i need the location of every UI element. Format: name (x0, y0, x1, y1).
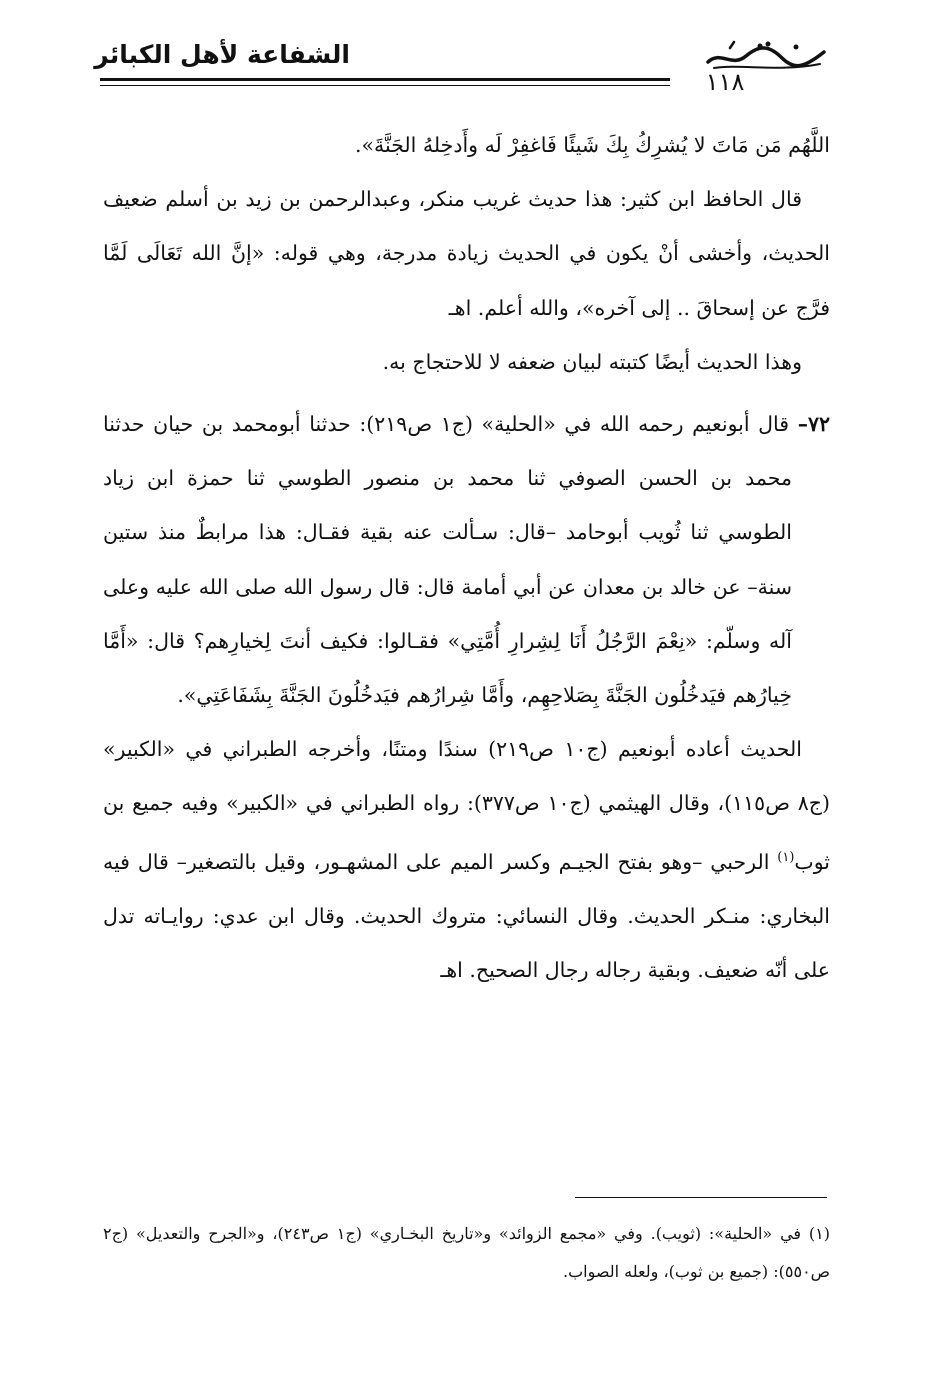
footnotes (103, 1215, 830, 1291)
paragraph: وهذا الحديث أيضًا كتبته لبيان ضعفه لا للاحتجاج به. (382, 349, 802, 374)
header-rule-thick (100, 78, 670, 81)
hadith-number: ٧٢– (797, 412, 830, 437)
paragraph: اللَّهُم مَن مَاتَ لا يُشرِكُ بِكَ شَيئًا فَاغفِرْ لَه وأَدخِلهُ الجَنَّةَ». (354, 133, 830, 157)
main-text (103, 118, 830, 997)
page-number: ١١٨ (705, 68, 745, 96)
footnote-separator (575, 1197, 827, 1198)
header-rule-thin (100, 85, 670, 86)
footnote-reference: (١) (777, 849, 795, 865)
hadith-text: قال أبونعيم رحمه الله في «الحلية» (ج١ ص٢١٩): حدثنا أبومحمد بن حيان حدثنا محمد بن الحسن الصوفي ثنا محمد بن منصور الطوسي ثنا حمزة ابن زياد الطوسي ثنا ثُويب أبوحامد –قال: سـألت عنه بقية فقـال: هذا مرابطٌ منذ ستين سنة– عن خالد بن معدان عن أبي أمامة قال: قال رسول الله صلى الله عليه وعلى آله وسلّم: «نِعْمَ الرَّجُلُ أَنَا لِشِرارِ أُمَّتِي» فقـالوا: فكيف أنتَ لِخيارِهم؟ قال: «أَمَّا خِيارُهم فيَدخُلُون الجَنَّةَ بِصَلاحِهِم، وأَمَّا شِرارُهم فيَدخُلُونَ الجَنَّةَ بِشَفَاعَتِي». (103, 412, 792, 708)
commentary-paragraph (103, 722, 830, 997)
footnote: (١) في «الحلية»: (ثويب). وفي «مجمع الزوائد» و«تاريخ البخـاري» (ج١ ص٢٤٣)، و«الجرح والتعديل» (ج٢ ص٥٥٠): (جميع بن ثوب)، ولعله الصواب. (103, 1224, 830, 1281)
commentary-text: الحديث أعاده أبونعيم (ج١٠ ص٢١٩) سندًا ومتنًا، وأخرجه الطبراني في «الكبير» (ج٨ ص١١٥)، وقال الهيثمي (ج١٠ ص٣٧٧): رواه الطبراني في «الكبير» وفيه جميع بن ثوب (103, 737, 830, 874)
paragraph: قال الحافظ ابن كثير: هذا حديث غريب منكر، وعبدالرحمن بن زيد بن أسلم ضعيف الحديث، وأخشى أنْ يكون في الحديث زيادة مدرجة، وهي قوله: «إنَّ الله تَعَالَى لَمَّا فرَّج عن إسحاقَ .. إلى آخره»، والله أعلم. اهـ (103, 187, 830, 320)
commentary-text-continued: الرحبي –وهو بفتح الجيـم وكسر الميم على المشهـور، وقيل بالتصغير– قال فيه البخاري: منـكر الحديث. وقال النسائي: متروك الحديث. وقال ابن عدي: روايـاته تدل على أنّه ضعيف. وبقية رجاله رجال الصحيح. اهـ (103, 849, 830, 982)
page-header (94, 38, 830, 96)
running-title: الشفاعة لأهل الكبائر (94, 40, 350, 69)
hadith-paragraph (103, 397, 830, 722)
